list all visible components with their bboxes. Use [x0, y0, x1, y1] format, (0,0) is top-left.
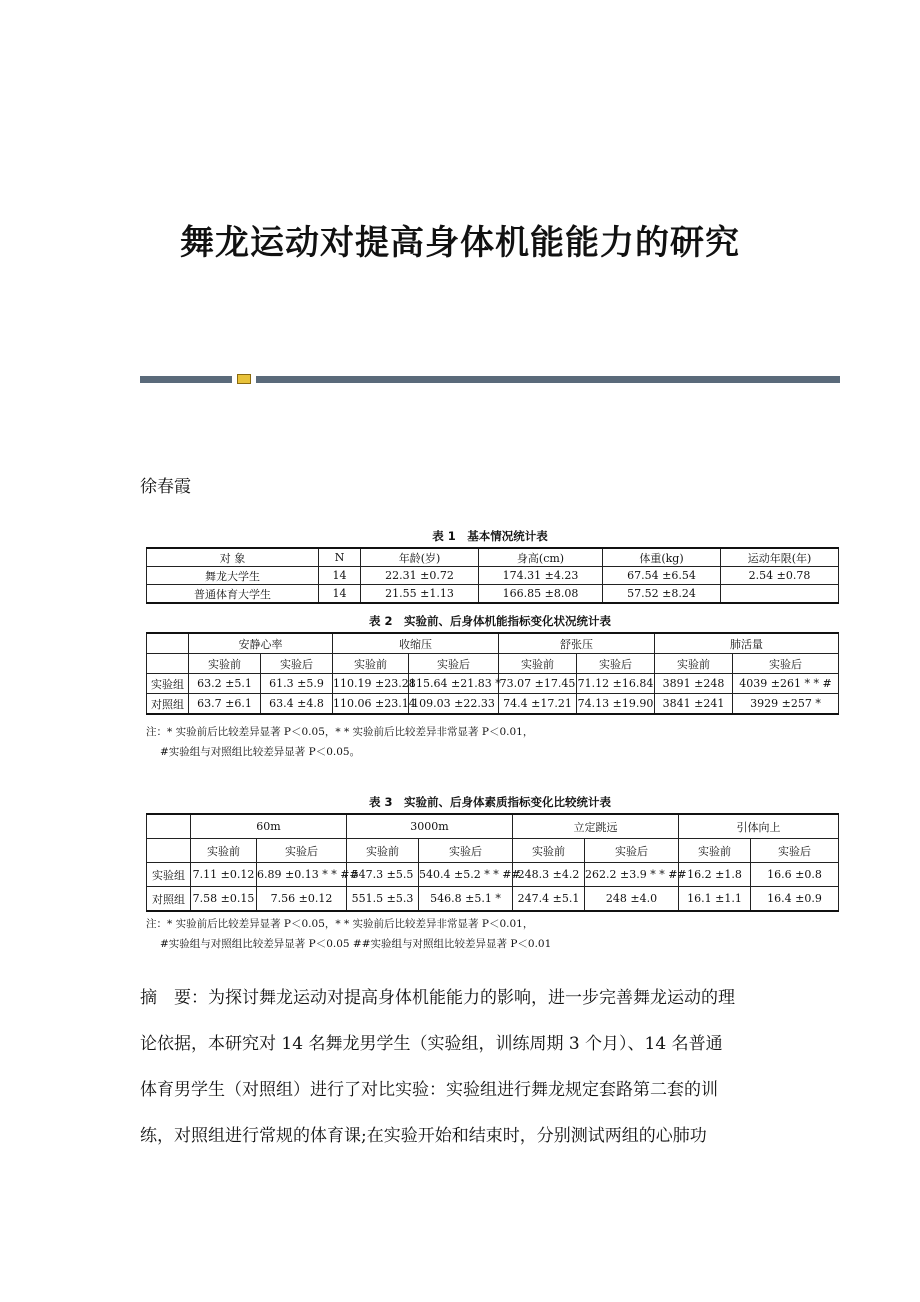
table-cell: 舞龙大学生 — [147, 567, 319, 585]
table-cell: 16.4 ±0.9 — [751, 887, 839, 912]
table-row — [147, 567, 839, 585]
table-cell: 166.85 ±8.08 — [479, 585, 603, 604]
table-header: 实验前 — [655, 654, 733, 674]
table-cell: 110.19 ±23.28 — [333, 674, 409, 694]
table-note: 注：* 实验前后比较差异显著 P＜0.05，* * 实验前后比较差异非常显著 P＜0.01， — [146, 918, 534, 930]
table-group-header: 舒张压 — [499, 633, 655, 654]
table-cell: 74.13 ±19.90 — [577, 694, 655, 715]
title-divider — [140, 374, 840, 384]
abstract-line: 练，对照组进行常规的体育课;在实验开始和结束时，分别测试两组的心肺功 — [140, 1126, 707, 1146]
table-header: N — [319, 548, 361, 567]
table-cell: 16.1 ±1.1 — [679, 887, 751, 912]
table-header: 运动年限(年) — [721, 548, 839, 567]
table-sub-row — [147, 654, 839, 674]
table-header: 实验前 — [333, 654, 409, 674]
table-group-header: 肺活量 — [655, 633, 839, 654]
table-group-header: 引体向上 — [679, 814, 839, 839]
table-cell: 74.4 ±17.21 — [499, 694, 577, 715]
table-header: 实验前 — [679, 839, 751, 863]
table-cell: 63.4 ±4.8 — [261, 694, 333, 715]
table-cell: 115.64 ±21.83 * — [409, 674, 499, 694]
table-cell: 7.56 ±0.12 — [257, 887, 347, 912]
table-cell: 3929 ±257 * — [733, 694, 839, 715]
table-row — [147, 887, 839, 912]
table-group-header: 安静心率 — [189, 633, 333, 654]
table-cell: 551.5 ±5.3 — [347, 887, 419, 912]
table-cell: 248 ±4.0 — [585, 887, 679, 912]
table-corner — [147, 633, 189, 654]
table1 — [146, 547, 839, 604]
table3-notes — [146, 914, 551, 954]
table-cell: 547.3 ±5.5 — [347, 863, 419, 887]
table-note: 注：* 实验前后比较差异显著 P＜0.05，* * 实验前后比较差异非常显著 P＜0.01， — [146, 726, 534, 738]
table-header: 实验后 — [419, 839, 513, 863]
table-cell: 3841 ±241 — [655, 694, 733, 715]
table-cell: 普通体育大学生 — [147, 585, 319, 604]
table-cell: 对照组 — [147, 887, 191, 912]
table-cell: 22.31 ±0.72 — [361, 567, 479, 585]
table-group-header: 立定跳远 — [513, 814, 679, 839]
table-cell: 174.31 ±4.23 — [479, 567, 603, 585]
abstract-line: 体育男学生（对照组）进行了对比实验：实验组进行舞龙规定套路第二套的训 — [140, 1080, 718, 1100]
table-corner — [147, 814, 191, 839]
table1-caption: 表 1 基本情况统计表 — [432, 529, 548, 543]
table-note: #实验组与对照组比较差异显著 P＜0.05 ##实验组与对照组比较差异显著 P＜0.01 — [160, 938, 552, 950]
table-header: 实验前 — [189, 654, 261, 674]
table-cell: 4039 ±261 * * # — [733, 674, 839, 694]
table-cell: 63.2 ±5.1 — [189, 674, 261, 694]
table3 — [146, 813, 839, 912]
table-cell — [721, 585, 839, 604]
table-header: 实验后 — [751, 839, 839, 863]
table-note: #实验组与对照组比较差异显著 P＜0.05。 — [160, 746, 361, 758]
table-cell: 73.07 ±17.45 — [499, 674, 577, 694]
table-header: 实验前 — [513, 839, 585, 863]
table-group-header: 3000m — [347, 814, 513, 839]
table-cell: 248.3 ±4.2 — [513, 863, 585, 887]
table3-caption: 表 3 实验前、后身体素质指标变化比较统计表 — [368, 795, 611, 809]
table-header: 实验后 — [733, 654, 839, 674]
table-header: 实验前 — [499, 654, 577, 674]
table-cell: 57.52 ±8.24 — [603, 585, 721, 604]
table-group-header: 60m — [191, 814, 347, 839]
table-cell: 7.58 ±0.15 — [191, 887, 257, 912]
table-header-row — [147, 548, 839, 567]
table-header: 实验后 — [409, 654, 499, 674]
table-cell: 540.4 ±5.2 * * ## — [419, 863, 513, 887]
table-row — [147, 585, 839, 604]
table-row — [147, 694, 839, 715]
table-corner — [147, 654, 189, 674]
table-cell: 21.55 ±1.13 — [361, 585, 479, 604]
table-cell: 对照组 — [147, 694, 189, 715]
table-cell: 109.03 ±22.33 — [409, 694, 499, 715]
table-group-header: 收缩压 — [333, 633, 499, 654]
table-cell: 实验组 — [147, 863, 191, 887]
table-cell: 67.54 ±6.54 — [603, 567, 721, 585]
table-header: 实验前 — [347, 839, 419, 863]
table-cell: 16.6 ±0.8 — [751, 863, 839, 887]
table2-caption: 表 2 实验前、后身体机能指标变化状况统计表 — [368, 614, 611, 628]
table-cell: 247.4 ±5.1 — [513, 887, 585, 912]
table-cell: 110.06 ±23.14 — [333, 694, 409, 715]
paper-title: 舞龙运动对提高身体机能能力的研究 — [180, 223, 740, 263]
table-cell: 3891 ±248 — [655, 674, 733, 694]
table-cell: 61.3 ±5.9 — [261, 674, 333, 694]
divider-ornament-icon — [237, 374, 251, 384]
table-header: 实验后 — [257, 839, 347, 863]
table-cell: 实验组 — [147, 674, 189, 694]
abstract-line: 论依据，本研究对 14 名舞龙男学生（实验组，训练周期 3 个月）、14 名普通 — [140, 1034, 723, 1054]
abstract-line: 摘 要：为探讨舞龙运动对提高身体机能能力的影响，进一步完善舞龙运动的理 — [140, 988, 735, 1008]
table-cell: 63.7 ±6.1 — [189, 694, 261, 715]
table-cell: 71.12 ±16.84 — [577, 674, 655, 694]
table-header: 实验后 — [585, 839, 679, 863]
author: 徐春霞 — [140, 477, 191, 497]
table-cell: 14 — [319, 585, 361, 604]
table-sub-row — [147, 839, 839, 863]
table-cell: 2.54 ±0.78 — [721, 567, 839, 585]
table-cell: 14 — [319, 567, 361, 585]
table-corner — [147, 839, 191, 863]
table2-notes — [146, 722, 533, 762]
table-cell: 6.89 ±0.13 * * ## — [257, 863, 347, 887]
table-cell: 7.11 ±0.12 — [191, 863, 257, 887]
table-cell: 262.2 ±3.9 * * ## — [585, 863, 679, 887]
table-header: 对 象 — [147, 548, 319, 567]
table-row — [147, 674, 839, 694]
table-header: 身高(cm) — [479, 548, 603, 567]
table-cell: 546.8 ±5.1 * — [419, 887, 513, 912]
table2 — [146, 632, 839, 715]
table-header: 年龄(岁) — [361, 548, 479, 567]
table-header: 实验后 — [577, 654, 655, 674]
table-cell: 16.2 ±1.8 — [679, 863, 751, 887]
table-header: 实验后 — [261, 654, 333, 674]
table-group-row — [147, 814, 839, 839]
table-row — [147, 863, 839, 887]
abstract — [140, 975, 800, 1159]
table-group-row — [147, 633, 839, 654]
table-header: 实验前 — [191, 839, 257, 863]
table-header: 体重(kg) — [603, 548, 721, 567]
